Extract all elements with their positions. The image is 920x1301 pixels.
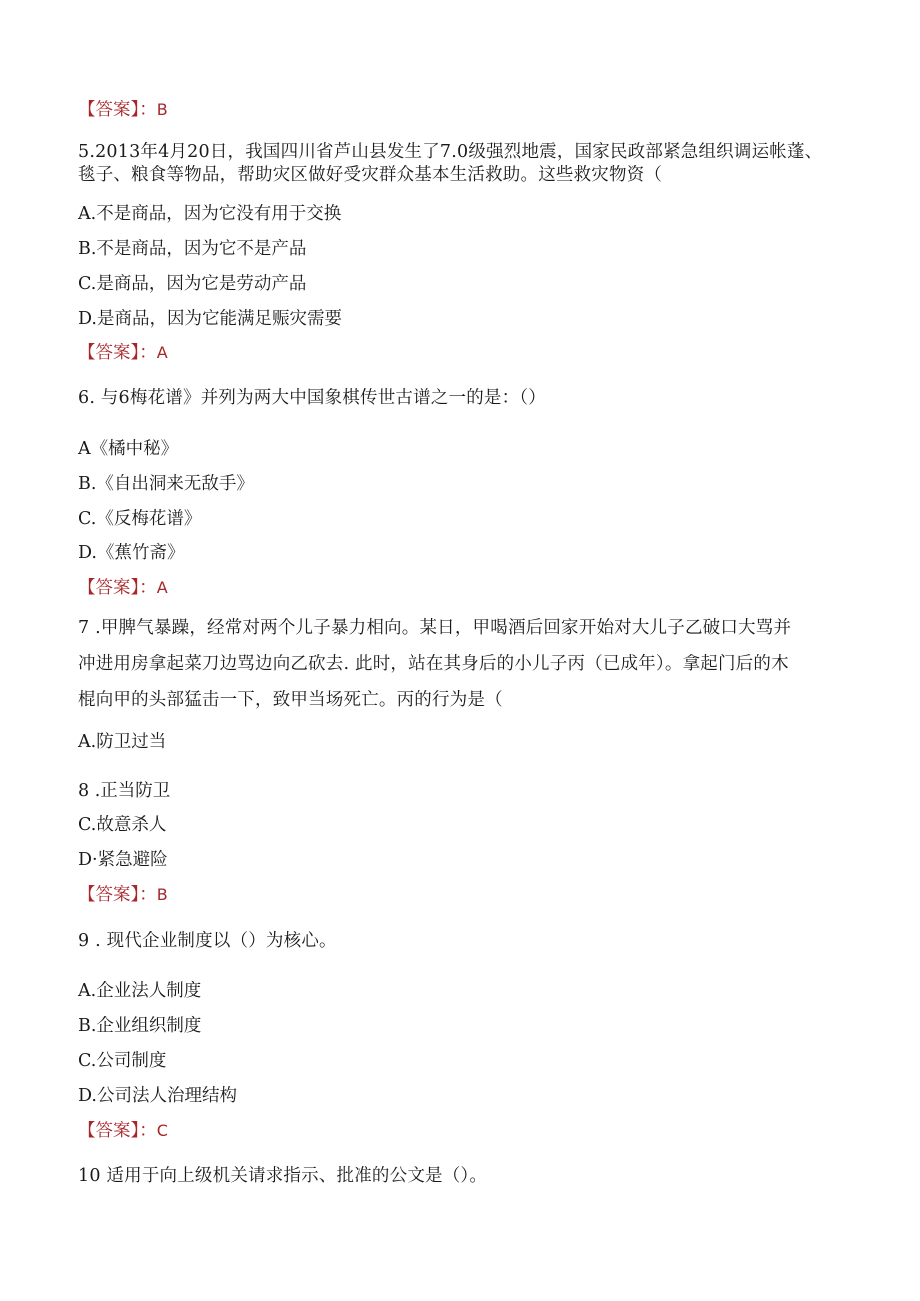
option-line: D.是商品，因为它能满足赈灾需要 (78, 309, 342, 329)
option-line: B.不是商品，因为它不是产品 (78, 239, 307, 259)
answer-label: 【答案】 (78, 578, 140, 598)
option-line: C.《反梅花谱》 (78, 509, 202, 529)
option-line: C.故意杀人 (78, 815, 167, 835)
question-text-line: 6. 与6梅花谱》并列为两大中国象棋传世古谱之一的是：（） (78, 388, 546, 408)
answer-value: C (156, 1121, 168, 1140)
option-line: A《橘中秘》 (78, 439, 179, 459)
answer-separator: ： (139, 578, 157, 598)
answer-label: 【答案】 (78, 100, 140, 120)
answer-value: A (156, 343, 168, 362)
option-line: B.企业组织制度 (78, 1016, 202, 1036)
question-text-line: 9 . 现代企业制度以（）为核心。 (78, 931, 337, 951)
answer-label: 【答案】 (78, 885, 140, 905)
question-text-line: 毯子、粮食等物品，帮助灾区做好受灾群众基本生活救助。这些救灾物资（ (78, 165, 663, 185)
option-line: D.《蕉竹斋》 (78, 543, 185, 563)
question-text-line: 5.2013年4月20日，我国四川省芦山县发生了7.0级强烈地震，国家民政部紧急组织调运帐蓬、 (78, 142, 823, 162)
option-line: C.公司制度 (78, 1051, 167, 1071)
answer-value: B (156, 100, 168, 119)
answer-separator: ： (139, 885, 157, 905)
answer-separator: ： (139, 1121, 157, 1141)
option-line: D.公司法人治理结构 (78, 1086, 237, 1106)
option-line: C.是商品，因为它是劳动产品 (78, 274, 307, 294)
answer-line (78, 1119, 168, 1143)
question-text-line: 冲进用房拿起菜刀边骂边向乙砍去. 此时，站在其身后的小儿子丙（已成年）。拿起门后的木 (78, 654, 789, 674)
answer-label: 【答案】 (78, 343, 140, 363)
answer-value: B (156, 885, 168, 904)
option-line: A.企业法人制度 (78, 981, 202, 1001)
answer-line (78, 576, 168, 600)
option-line: 8 .正当防卫 (78, 781, 171, 801)
option-line: D·紧急避险 (78, 850, 168, 870)
question-text-line: 7 .甲脾气暴躁，经常对两个儿子暴力相向。某日，甲喝酒后回家开始对大儿子乙破口大骂并 (78, 618, 792, 638)
question-text-line: 棍向甲的头部猛击一下，致甲当场死亡。丙的行为是（ (78, 690, 503, 710)
option-line: B.《自出洞来无敌手》 (78, 474, 254, 494)
answer-line (78, 98, 168, 122)
answer-separator: ： (139, 100, 157, 120)
question-text-line: 10 适用于向上级机关请求指示、批准的公文是（）。 (78, 1166, 488, 1186)
answer-separator: ： (139, 343, 157, 363)
answer-value: A (156, 578, 168, 597)
answer-label: 【答案】 (78, 1121, 140, 1141)
answer-line (78, 341, 168, 365)
option-line: A.防卫过当 (78, 732, 167, 752)
option-line: A.不是商品，因为它没有用于交换 (78, 204, 342, 224)
answer-line (78, 883, 168, 907)
